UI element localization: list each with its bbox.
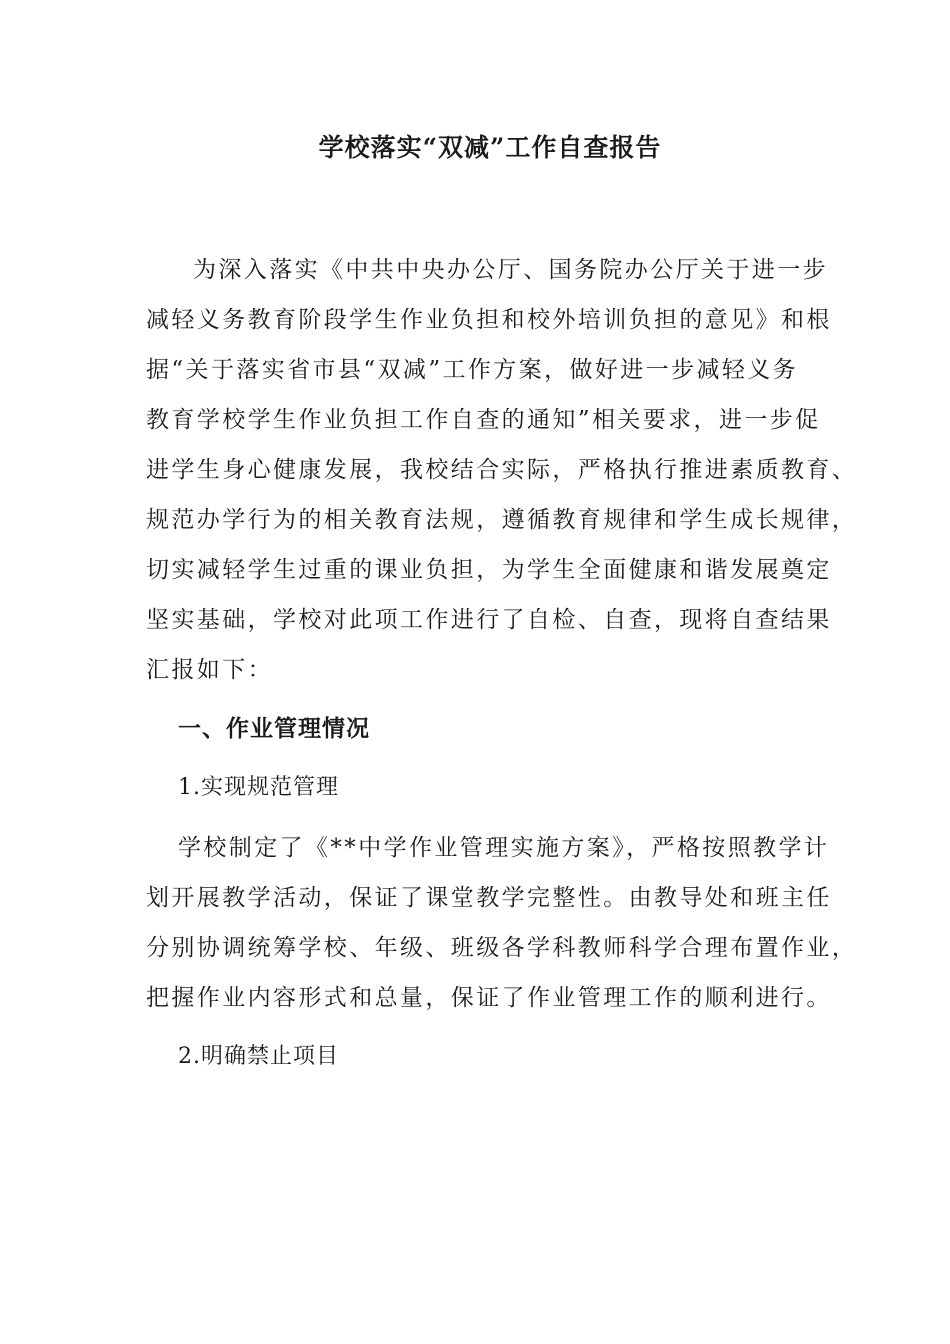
document-title: 学校落实“双减”工作自查报告 — [318, 133, 662, 162]
subsection-title: 2.明确禁止项目 — [178, 1044, 339, 1069]
intro-line: 进学生身心健康发展，我校结合实际，严格执行推进素质教育、 — [146, 457, 858, 483]
body-line: 学校制定了《**中学作业管理实施方案》，严格按照教学计 — [178, 835, 830, 861]
intro-line: 汇报如下： — [146, 657, 273, 683]
subsection-title: 1.实现规范管理 — [178, 775, 339, 800]
intro-line: 为深入落实《中共中央办公厅、国务院办公厅关于进一步 — [193, 257, 828, 283]
section-heading: 一、作业管理情况 — [178, 715, 370, 742]
intro-line: 据“关于落实省市县“双减”工作方案，做好进一步减轻义务 — [146, 357, 799, 383]
body-line: 分别协调统筹学校、年级、班级各学科教师科学合理布置作业， — [146, 935, 858, 961]
intro-line: 坚实基础，学校对此项工作进行了自检、自查，现将自查结果 — [146, 607, 832, 633]
intro-line: 减轻义务教育阶段学生作业负担和校外培训负担的意见》和根 — [146, 307, 832, 333]
intro-line: 规范办学行为的相关教育法规，遵循教育规律和学生成长规律， — [146, 507, 858, 533]
intro-line: 教育学校学生作业负担工作自查的通知”相关要求，进一步促 — [146, 407, 821, 433]
intro-line: 切实减轻学生过重的课业负担，为学生全面健康和谐发展奠定 — [146, 557, 832, 583]
body-line: 把握作业内容形式和总量，保证了作业管理工作的顺利进行。 — [146, 985, 832, 1011]
body-line: 划开展教学活动，保证了课堂教学完整性。由教导处和班主任 — [146, 885, 832, 911]
